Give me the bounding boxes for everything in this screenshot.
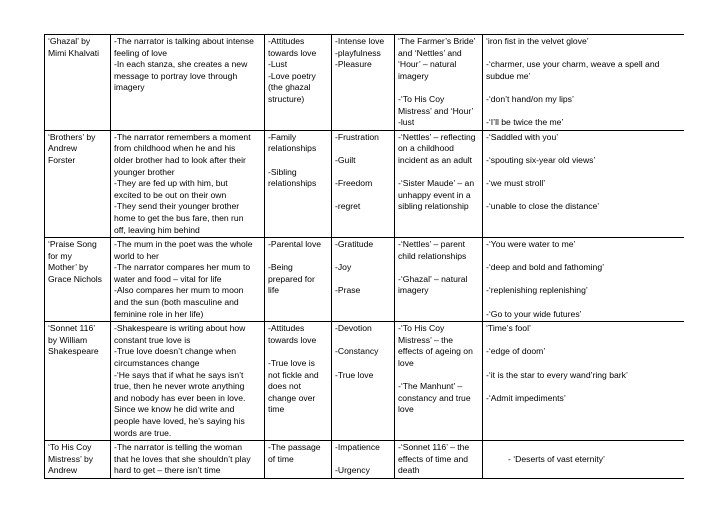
feelings-cell: [332, 35, 395, 131]
cell-line: -‘Go to your wide futures’: [486, 308, 582, 319]
cell-line: [335, 190, 391, 202]
cell-line: unhappy event in a: [398, 189, 471, 200]
cell-line: -‘it is the star to every wand’ring bark’: [486, 369, 628, 380]
cell-line: sibling relationship: [398, 201, 469, 212]
cell-line: [335, 358, 391, 370]
cell-line: -Devotion: [335, 323, 372, 334]
cell-line: love: [398, 358, 414, 369]
cell-line: -True love doesn’t change when: [114, 346, 236, 357]
cell-line: for my: [48, 250, 72, 261]
feelings-cell: [332, 322, 395, 441]
cell-line: younger brother: [114, 166, 175, 177]
cell-line: -The narrator is talking about intense: [114, 36, 254, 46]
cell-line: -The narrator compares her mum to: [114, 262, 251, 273]
cell-line: -Also compares her mum to moon: [114, 285, 244, 296]
cell-line: [335, 143, 391, 155]
cell-line: towards love: [268, 334, 317, 345]
cell-line: death: [398, 465, 420, 476]
cell-line: incident as an adult: [398, 154, 473, 165]
cell-line: circumstances change: [114, 358, 200, 369]
cell-line: ‘iron fist in the velvet glove’: [486, 36, 589, 46]
links-cell: [395, 238, 483, 322]
cell-line: change over: [268, 392, 316, 403]
cell-line: ‘Ghazal’ by: [48, 36, 91, 46]
cell-line: [486, 274, 681, 286]
cell-line: -Shakespeare is writing about how: [114, 323, 246, 334]
cell-line: -‘Ghazal’ – natural: [398, 273, 468, 284]
cell-line: world to her: [114, 250, 159, 261]
cell-line: -Constancy: [335, 346, 379, 357]
cell-line: -Intense love: [335, 36, 385, 46]
cell-line: [335, 454, 391, 466]
links-cell: [395, 35, 483, 131]
table-row: [45, 322, 685, 441]
cell-line: imagery: [398, 70, 429, 81]
cell-line: -Guilt: [335, 154, 356, 165]
cell-line: ‘To His Coy: [48, 442, 92, 453]
cell-line: [486, 335, 681, 347]
cell-line: Forster: [48, 154, 76, 165]
cell-line: -‘He says that if what he says isn’t: [114, 369, 244, 380]
cell-line: -‘don’t hand/on my lips’: [486, 93, 574, 104]
cell-line: -‘unable to close the distance’: [486, 201, 600, 212]
summary-cell: [111, 322, 265, 441]
table-body: [45, 35, 685, 479]
cell-line: -‘Sonnet 116’ – the: [398, 442, 470, 453]
cell-line: and nobody has ever been in love.: [114, 392, 246, 403]
summary-cell: [111, 238, 265, 322]
cell-line: -True love: [335, 369, 374, 380]
cell-line: -Being: [268, 262, 293, 273]
cell-line: -Love poetry: [268, 70, 316, 81]
cell-line: [486, 190, 681, 202]
cell-line: -‘Saddled with you’: [486, 131, 559, 142]
cell-line: true, then he never wrote anything: [114, 381, 245, 392]
themes-cell: [265, 130, 332, 237]
cell-line: -Joy: [335, 262, 352, 273]
cell-line: that he loves that she shouldn’t play: [114, 453, 251, 464]
cell-line: on a childhood: [398, 143, 454, 154]
cell-line: -‘The Manhunt’ –: [398, 381, 463, 392]
cell-line: [398, 167, 479, 179]
table-row: [45, 35, 685, 131]
cell-line: -Attitudes: [268, 36, 305, 46]
cell-line: Mistress’ – the: [398, 334, 454, 345]
cell-line: words are true.: [114, 427, 172, 438]
cell-line: hard to get – there isn’t time: [114, 465, 221, 476]
cell-line: relationships: [268, 178, 317, 189]
cell-line: [486, 48, 681, 60]
cell-line: ‘Brothers’ by: [48, 131, 96, 142]
cell-line: -‘edge of doom’: [486, 346, 546, 357]
cell-line: Mother’ by: [48, 262, 89, 273]
cell-line: Shakespeare: [48, 346, 99, 357]
cell-line: [486, 82, 681, 94]
feelings-cell: [332, 441, 395, 479]
cell-line: constancy and true: [398, 392, 471, 403]
cell-line: feeling of love: [114, 47, 168, 58]
poem-title-cell: [45, 35, 111, 131]
cell-line: [268, 346, 328, 358]
cell-line: -lust: [398, 117, 415, 128]
cell-line: -Prase: [335, 285, 361, 296]
cell-line: -They send their younger brother: [114, 201, 240, 212]
cell-line: (the ghazal: [268, 82, 311, 93]
cell-line: [398, 262, 479, 274]
cell-line: -Impatience: [335, 442, 380, 453]
cell-line: -Parental love: [268, 239, 322, 250]
quotes-cell: [483, 238, 685, 322]
cell-line: not fickle and: [268, 369, 319, 380]
cell-line: towards love: [268, 47, 317, 58]
cell-line: -The narrator is telling the woman: [114, 442, 243, 453]
quotes-cell: [483, 130, 685, 237]
cell-line: - ‘Deserts of vast eternity’: [508, 453, 605, 464]
cell-line: ‘Time’s fool’: [486, 323, 531, 334]
cell-line: Andrew: [48, 465, 78, 476]
summary-cell: [111, 130, 265, 237]
cell-line: -The passage: [268, 442, 321, 453]
quotes-cell: [483, 441, 685, 479]
cell-line: of time: [268, 453, 294, 464]
themes-cell: [265, 35, 332, 131]
cell-line: water and food – vital for life: [114, 273, 222, 284]
cell-line: -Gratitude: [335, 239, 374, 250]
cell-line: [486, 106, 681, 118]
cell-line: -Freedom: [335, 178, 373, 189]
cell-line: -Pleasure: [335, 59, 372, 70]
cell-line: child relationships: [398, 250, 467, 261]
cell-line: -‘To His Coy: [398, 323, 445, 334]
cell-line: [335, 251, 391, 263]
cell-line: message to portray love through: [114, 70, 238, 81]
cell-line: -Sibling: [268, 166, 297, 177]
cell-line: ‘Praise Song: [48, 239, 97, 250]
themes-cell: [265, 441, 332, 479]
cell-line: and the sun (both masculine and: [114, 297, 239, 308]
cell-line: prepared for: [268, 273, 315, 284]
cell-line: -‘Sister Maude’ – an: [398, 178, 475, 189]
cell-line: constant true love is: [114, 334, 191, 345]
cell-line: -Urgency: [335, 465, 370, 476]
links-cell: [395, 322, 483, 441]
themes-cell: [265, 322, 332, 441]
cell-line: -‘Admit impediments’: [486, 392, 566, 403]
cell-line: time: [268, 404, 285, 415]
cell-line: -Lust: [268, 59, 288, 70]
cell-line: [486, 251, 681, 263]
cell-line: imagery: [398, 285, 429, 296]
cell-line: effects of ageing on: [398, 346, 473, 357]
links-cell: [395, 130, 483, 237]
table-row: [45, 130, 685, 237]
poem-title-cell: [45, 238, 111, 322]
poem-title-cell: [45, 322, 111, 441]
cell-line: [486, 358, 681, 370]
cell-line: people have loved, he’s saying his: [114, 416, 245, 426]
themes-cell: [265, 238, 332, 322]
cell-line: effects of time and: [398, 453, 469, 464]
cell-line: from childhood when he and his: [114, 143, 236, 154]
cell-line: [486, 143, 681, 155]
poem-title-cell: [45, 130, 111, 237]
cell-line: imagery: [114, 82, 145, 93]
cell-line: life: [268, 285, 279, 296]
poetry-comparison-table: [44, 34, 684, 479]
cell-line: Mistress’ and ‘Hour’: [398, 105, 474, 116]
quotes-cell: [483, 35, 685, 131]
cell-line: by William: [48, 334, 88, 345]
cell-line: -‘charmer, use your charm, weave a spell and: [486, 59, 660, 70]
cell-line: [335, 167, 391, 179]
cell-line: -‘Nettles’ – parent: [398, 239, 466, 250]
cell-line: -Frustration: [335, 131, 379, 142]
cell-line: [486, 442, 681, 454]
feelings-cell: [332, 238, 395, 322]
cell-line: Andrew: [48, 143, 78, 154]
summary-cell: [111, 441, 265, 479]
cell-line: -‘spouting six-year old views’: [486, 154, 596, 165]
cell-line: [398, 370, 479, 382]
cell-line: -They are fed up with him, but: [114, 178, 228, 189]
feelings-cell: [332, 130, 395, 237]
cell-line: [335, 274, 391, 286]
cell-line: [486, 381, 681, 393]
table-row: [45, 238, 685, 322]
cell-line: -‘You were water to me’: [486, 239, 576, 250]
cell-line: -regret: [335, 201, 361, 212]
document-page: [44, 34, 684, 515]
cell-line: -‘deep and bold and fathoming’: [486, 262, 605, 273]
cell-line: -‘we must stroll’: [486, 178, 546, 189]
cell-line: [268, 251, 328, 263]
table-row: [45, 441, 685, 479]
cell-line: -The mum in the poet was the whole: [114, 239, 253, 250]
poem-title-cell: [45, 441, 111, 479]
cell-line: ‘The Farmer’s Bride’: [398, 36, 476, 46]
cell-line: -Attitudes: [268, 323, 305, 334]
cell-line: love: [398, 404, 414, 415]
cell-line: [398, 82, 479, 94]
cell-line: ‘Hour’ – natural: [398, 59, 457, 70]
cell-line: off, leaving him behind: [114, 224, 200, 235]
quotes-cell: [483, 322, 685, 441]
cell-line: -‘Nettles’ – reflecting: [398, 131, 476, 142]
cell-line: structure): [268, 93, 305, 104]
cell-line: -True love is: [268, 358, 315, 369]
cell-line: home to get the bus fare, then run: [114, 212, 244, 223]
cell-line: Grace Nichols: [48, 273, 102, 284]
cell-line: Since we know he did write and: [114, 404, 235, 415]
cell-line: -‘To His Coy: [398, 93, 445, 104]
cell-line: and ‘Nettles’ and: [398, 47, 462, 58]
summary-cell: [111, 35, 265, 131]
cell-line: feminine role in her life): [114, 308, 204, 319]
cell-line: excited to be out on their own: [114, 189, 227, 200]
cell-line: subdue me’: [486, 70, 531, 81]
cell-line: -playfulness: [335, 47, 381, 58]
cell-line: ‘Sonnet 116’: [48, 323, 96, 334]
cell-line: -Family: [268, 131, 297, 142]
cell-line: [335, 335, 391, 347]
cell-line: Mimi Khalvati: [48, 47, 100, 58]
cell-line: -‘replenishing replenishing’: [486, 285, 588, 296]
cell-line: older brother had to look after their: [114, 154, 246, 165]
cell-line: does not: [268, 381, 301, 392]
cell-line: -The narrator remembers a moment: [114, 131, 251, 142]
cell-line: -In each stanza, she creates a new: [114, 59, 248, 70]
cell-line: [486, 297, 681, 309]
cell-line: relationships: [268, 143, 317, 154]
cell-line: [268, 155, 328, 167]
cell-line: [486, 167, 681, 179]
cell-line: Mistress’ by: [48, 453, 94, 464]
cell-line: -‘I’ll be twice the me’: [486, 117, 564, 128]
links-cell: [395, 441, 483, 479]
